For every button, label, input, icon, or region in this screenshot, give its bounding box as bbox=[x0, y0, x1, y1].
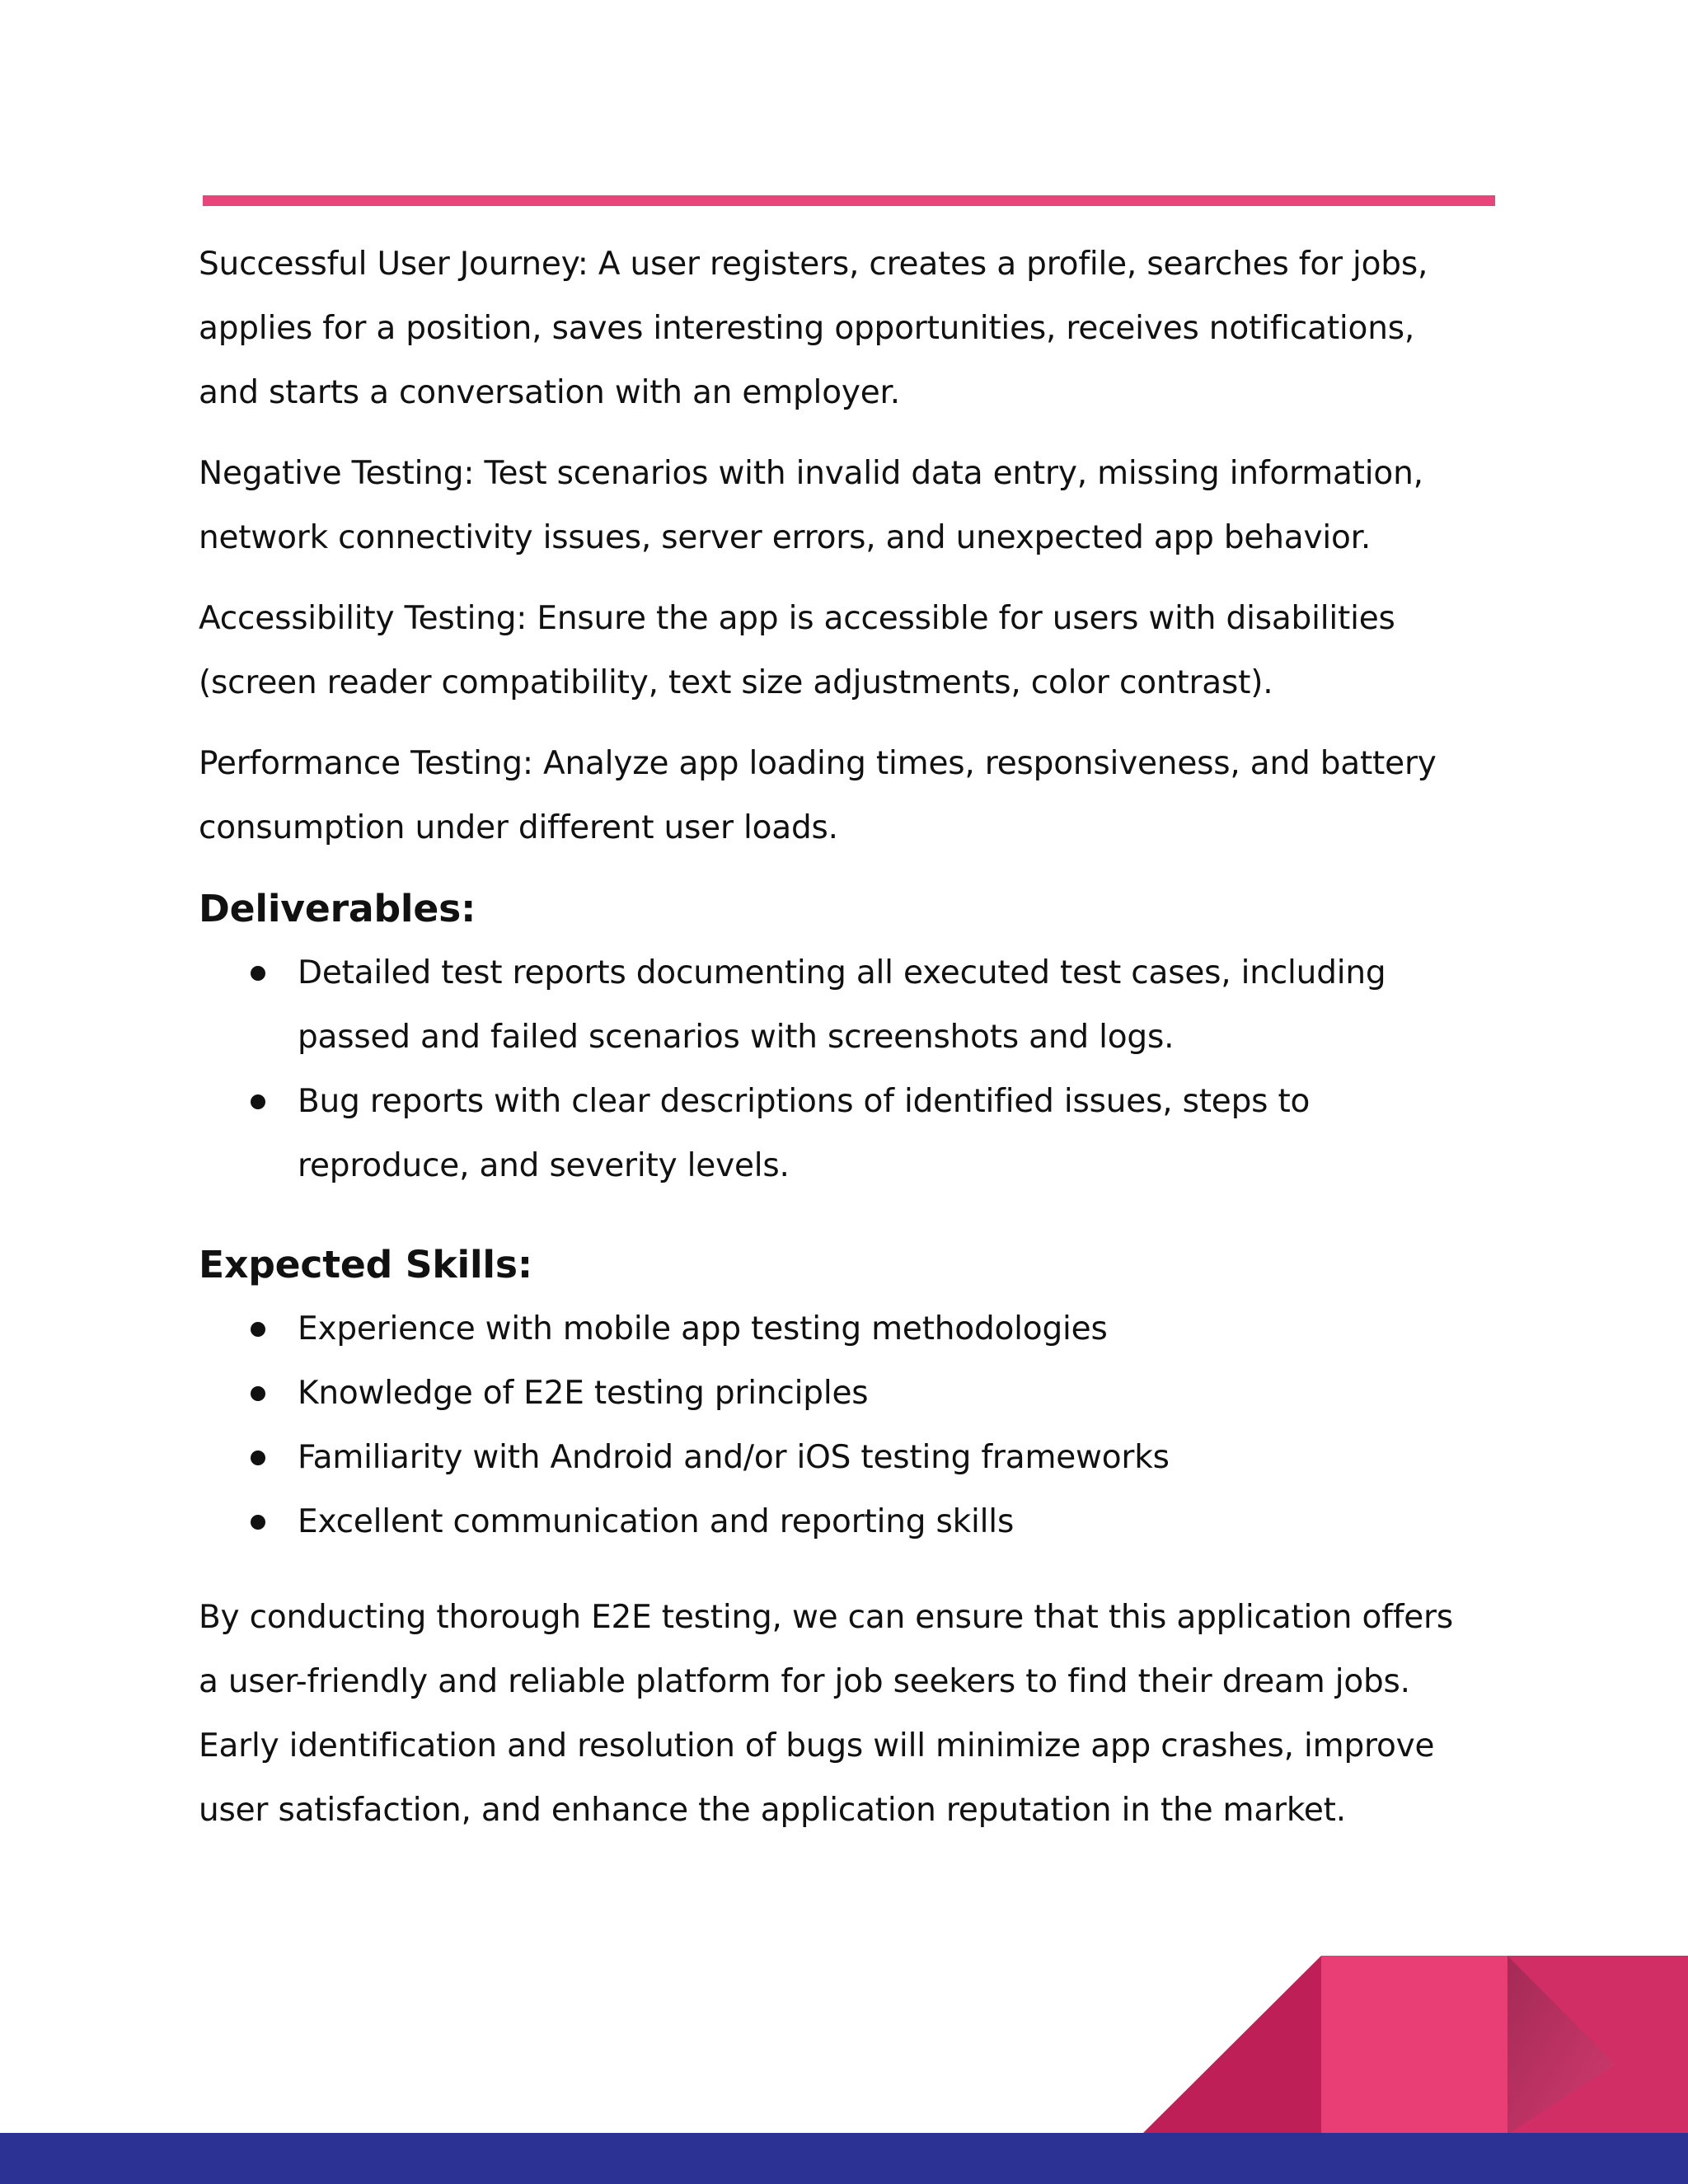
spacer bbox=[199, 1198, 1517, 1233]
text-line: Familiarity with Android and/or iOS testing frameworks bbox=[298, 1439, 1170, 1476]
list-item bbox=[199, 941, 1517, 1070]
corner-fold bbox=[1507, 1956, 1615, 2135]
paragraph-accessibility-testing bbox=[199, 587, 1517, 715]
corner-triangle-left bbox=[1142, 1956, 1321, 2135]
text-line: passed and failed scenarios with screenshots and logs. bbox=[298, 1019, 1175, 1056]
text-line: a user-friendly and reliable platform for job seekers to find their dream jobs. bbox=[199, 1663, 1410, 1700]
list-item bbox=[199, 1361, 1517, 1426]
skills-heading: Expected Skills: bbox=[199, 1243, 532, 1286]
text-line: Detailed test reports documenting all executed test cases, including bbox=[298, 954, 1386, 991]
paragraph-negative-testing bbox=[199, 442, 1517, 570]
bullet-icon bbox=[251, 1451, 265, 1465]
paragraph-performance-testing bbox=[199, 732, 1517, 860]
text-line: Performance Testing: Analyze app loading times, responsiveness, and battery bbox=[199, 745, 1437, 782]
text-line: Early identification and resolution of bugs will minimize app crashes, improve bbox=[199, 1727, 1435, 1765]
spacer bbox=[199, 1554, 1517, 1586]
text-line: Accessibility Testing: Ensure the app is accessible for users with disabilities bbox=[199, 600, 1395, 637]
corner-block-right bbox=[1507, 1956, 1688, 2135]
bullet-icon bbox=[251, 1515, 265, 1530]
bullet-icon bbox=[251, 1094, 265, 1109]
text-line: Excellent communication and reporting skills bbox=[298, 1503, 1015, 1540]
text-line: applies for a position, saves interesting opportunities, receives notifications, bbox=[199, 310, 1415, 347]
text-line: Successful User Journey: A user registers, creates a profile, searches for jobs, bbox=[199, 246, 1428, 283]
list-item bbox=[199, 1426, 1517, 1490]
text-line: Knowledge of E2E testing principles bbox=[298, 1375, 869, 1412]
text-line: (screen reader compatibility, text size adjustments, color contrast). bbox=[199, 664, 1273, 701]
bullet-icon bbox=[251, 966, 265, 981]
skills-list bbox=[199, 1297, 1517, 1554]
text-line: consumption under different user loads. bbox=[199, 809, 838, 846]
top-accent-rule bbox=[203, 195, 1495, 206]
list-item bbox=[199, 1490, 1517, 1554]
corner-block-middle bbox=[1321, 1956, 1507, 2135]
text-line: user satisfaction, and enhance the application reputation in the market. bbox=[199, 1792, 1346, 1829]
bullet-icon bbox=[251, 1386, 265, 1401]
paragraph-user-journey bbox=[199, 232, 1517, 425]
text-line: network connectivity issues, server errors, and unexpected app behavior. bbox=[199, 519, 1372, 556]
document-body bbox=[199, 232, 1517, 1859]
deliverables-heading: Deliverables: bbox=[199, 887, 476, 930]
deliverables-list bbox=[199, 941, 1517, 1198]
text-line: reproduce, and severity levels. bbox=[298, 1147, 790, 1184]
text-line: Bug reports with clear descriptions of identified issues, steps to bbox=[298, 1083, 1311, 1120]
list-item bbox=[199, 1070, 1517, 1198]
text-line: Experience with mobile app testing methodologies bbox=[298, 1310, 1108, 1347]
footer-bar bbox=[0, 2133, 1688, 2184]
text-line: By conducting thorough E2E testing, we can ensure that this application offers bbox=[199, 1599, 1453, 1636]
list-item bbox=[199, 1297, 1517, 1361]
bullet-icon bbox=[251, 1322, 265, 1337]
text-line: Negative Testing: Test scenarios with invalid data entry, missing information, bbox=[199, 455, 1423, 492]
paragraph-conclusion bbox=[199, 1586, 1517, 1843]
text-line: and starts a conversation with an employer. bbox=[199, 374, 900, 411]
